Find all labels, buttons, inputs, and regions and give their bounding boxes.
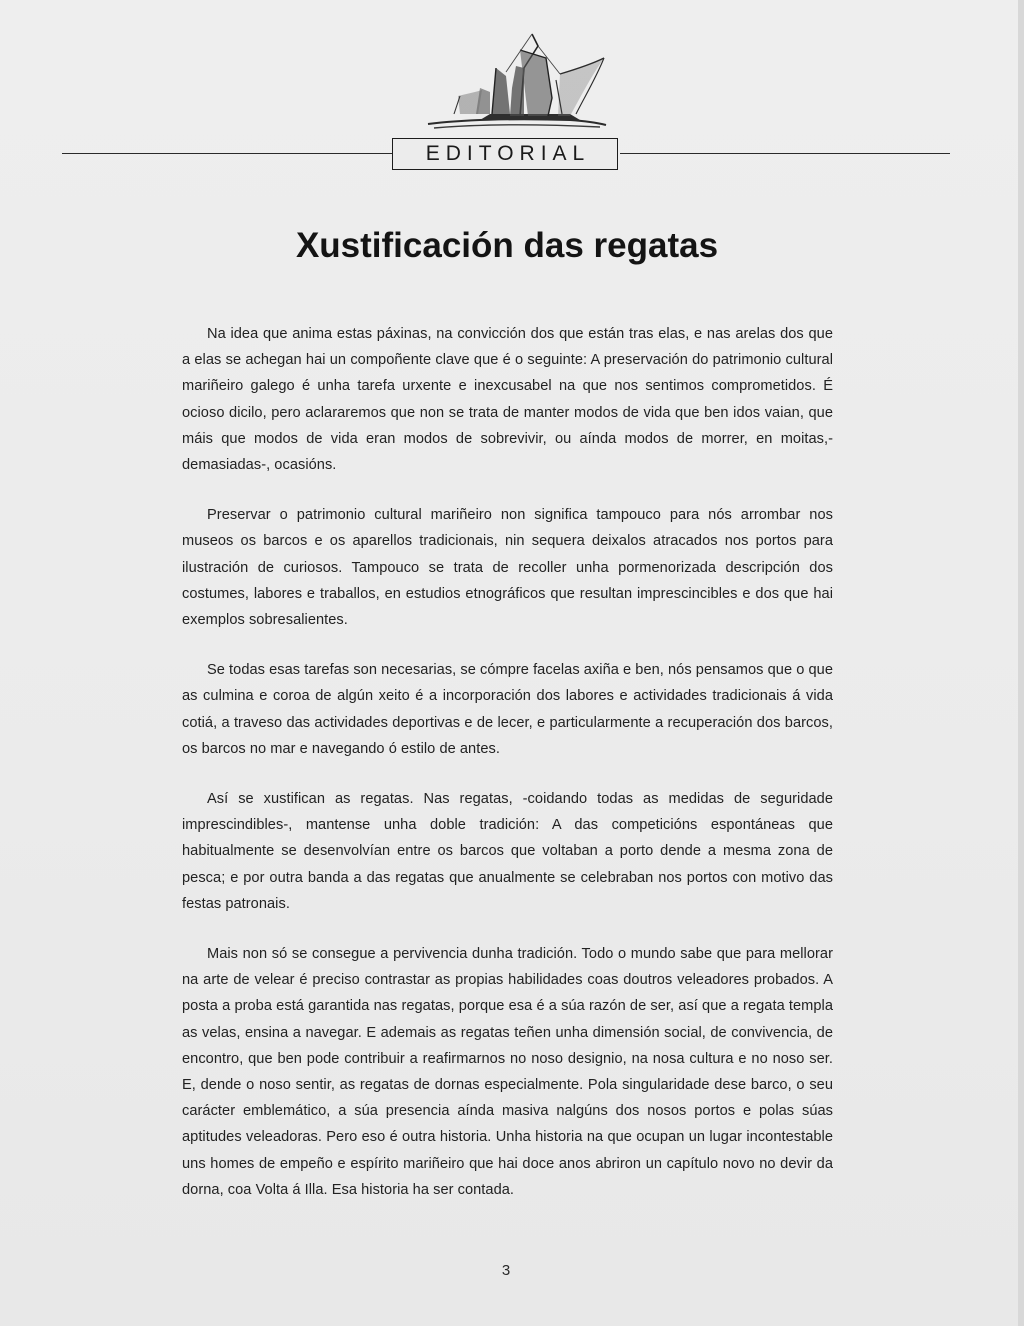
section-label: EDITORIAL (425, 142, 591, 165)
paragraph: Na idea que anima estas páxinas, na convicción dos que están tras elas, e nas arelas dos que a elas se achegan hai un compoñente clave que é o seguinte: A preservación do patrimonio cultural mariñeiro galego é unha tarefa urxente e inexcusabel na que nos sentimos comprometidos. É ocioso dicilo, pero aclararemos que non se trata de manter modos de vida que ben idos vaian, que máis que modos de vida eran modos de sobrevivir, ou aínda modos de morrer, en moitas,-demasiadas-, ocasións. (182, 326, 833, 474)
sailing-boats-sketch-icon (420, 28, 610, 132)
paragraph: Preservar o patrimonio cultural mariñeiro non significa tampouco para nós arrombar nos museos os barcos e os aparellos tradicionais, nin sequera deixalos atracados nos portos para ilustración de curiosos. Tampouco se trata de recoller unha pormenorizada descripción dos costumes, labores e traballos, en estudios etnográficos que resultan imprescincibles e dos que hai exemplos sobresalientes. (182, 507, 833, 629)
section-header (392, 138, 618, 170)
page-edge (1018, 0, 1024, 1326)
page-number: 3 (501, 1262, 511, 1279)
header-rule-left (62, 153, 392, 154)
paragraph: Así se xustifican as regatas. Nas regatas, -coidando todas as medidas de seguridade imprescindibles-, mantense unha doble tradición: A das competicións espontáneas que habitualmente se desenvolvían entre os barcos que voltaban a porto dende a mesma zona de pesca; e por outra banda a das regatas que anualmente se celebraban nos portos con motivo das festas patronais. (182, 791, 833, 912)
paragraph: Mais non só se consegue a pervivencia dunha tradición. Todo o mundo sabe que para mellorar na arte de velear é preciso contrastar as propias habilidades coas doutros veleadores probados. A posta a proba está garantida nas regatas, porque esa é a súa razón de ser, así que a regata templa as velas, ensina a navegar. E ademais as regatas teñen unha dimensión social, de convivencia, de encontro, que ben pode contribuir a reafirmarnos no noso designio, na nosa cultura e no noso ser. E, dende o noso sentir, as regatas de dornas especialmente. Pola singularidade dese barco, o seu carácter emblemático, a súa presencia aínda masiva nalgúns dos nosos portos e polas súas aptitudes veleadoras. Pero eso é outra historia. Unha historia na que ocupan un lugar incontestable uns homes de empeño e espírito mariñeiro que hai doce anos abriron un capítulo novo no devir da dorna, coa Volta á Illa. Esa historia ha ser contada. (182, 946, 833, 1198)
article-body (182, 321, 833, 1227)
header-rule-right (620, 153, 950, 154)
paragraph: Se todas esas tarefas son necesarias, se cómpre facelas axiña e ben, nós pensamos que o que as culmina e coroa de algún xeito é a incorporación dos labores e actividades tradicionais á vida cotiá, a traveso das actividades deportivas e de lecer, e particularmente a recuperación dos barcos, os barcos no mar e navegando ó estilo de antes. (182, 662, 833, 757)
article-title: Xustificación das regatas (295, 226, 719, 265)
